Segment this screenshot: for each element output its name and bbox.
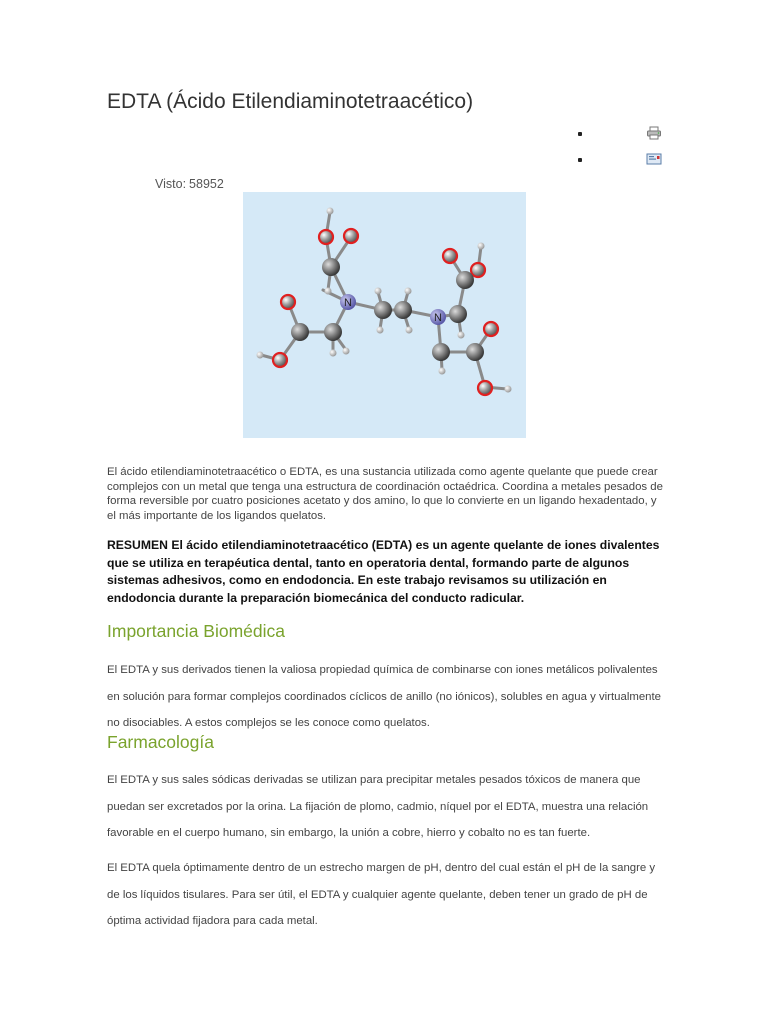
section-paragraph: El EDTA y sus sales sódicas derivadas se utilizan para precipitar metales pesados tóxicos de manera que puedan ser excretados por la orina. La fijación de plomo, cadmio, níquel por el EDTA, muestra una relación favorable en el cuerpo humano, sin embargo, la unión a cobre, hierro y cobalto no es tan fuerte. [107,774,649,839]
intro-paragraph: El ácido etilendiaminotetraacético o EDTA, es una sustancia utilizada como agente quelante que puede crear complejos con un metal que tenga una estructura de coordinación octaédrica. Coordina a metales pesados de forma reversible por cuatro posiciones acetato y dos amino, lo que lo convierte en un ligando hexadentado, y el más importante de los ligandos quelatos. [107,466,663,522]
print-icon[interactable] [646,126,662,140]
view-counter-value: 58952 [189,177,224,191]
page-title: EDTA (Ácido Etilendiaminotetraacético) [107,90,474,113]
tool-item-email [570,150,670,176]
nitrogen-label: N [434,312,442,324]
nitrogen-label: N [344,297,352,309]
list-bullet [578,158,582,162]
edta-molecule-image [243,192,526,438]
email-icon[interactable] [646,152,662,166]
list-bullet [578,132,582,136]
tool-item-print [570,124,670,150]
section-heading-farmacologia: Farmacología [107,732,214,752]
article-tools [570,124,670,176]
section-heading-importancia: Importancia Biomédica [107,621,285,641]
section-paragraph: El EDTA y sus derivados tienen la valiosa propiedad química de combinarse con iones metálicos polivalentes en solución para formar complejos coordinados cíclicos de anillo (no iónicos), solubles en agua y virtualmente no disociables. A estos complejos se les conoce como quelatos. [107,664,662,729]
view-counter-label: Visto: [155,177,187,191]
section-paragraph: El EDTA quela óptimamente dentro de un estrecho margen de pH, dentro del cual están el pH de la sangre y de los líquidos tisulares. Para ser útil, el EDTA y cualquier agente quelante, deben tener un grado de pH de óptima actividad fijadora para cada metal. [107,862,656,927]
summary-paragraph: RESUMEN El ácido etilendiaminotetraacético (EDTA) es un agente quelante de iones divalentes que se utiliza en terapéutica dental, tanto en operatoria dental, formando parte de algunos sistemas adhesivos, como en endodoncia. En este trabajo revisamos su utilización en endodoncia durante la preparación biomecánica del conducto radicular. [107,538,660,605]
view-counter [152,177,224,191]
